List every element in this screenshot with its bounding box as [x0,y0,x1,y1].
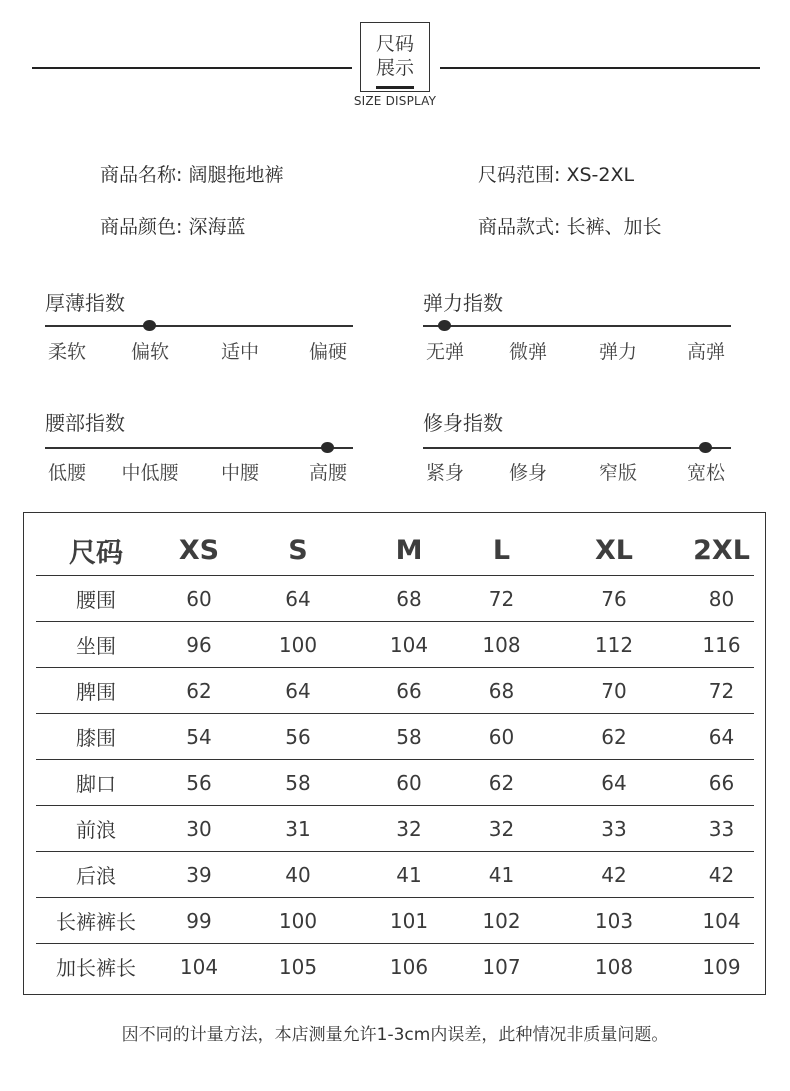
index-option-label: 窄版 [598,462,638,484]
table-row [36,944,754,990]
measurement-value: 70 [539,668,689,714]
table-row [36,576,754,622]
measurement-value: 116 [689,622,754,668]
table-row [36,898,754,944]
measurement-value: 105 [278,954,318,979]
measurement-value: 56 [156,760,242,806]
measurement-value: 101 [354,898,464,944]
size-column-header: S [242,525,354,576]
measurement-value: 64 [539,760,689,806]
index-title: 弹力指数 [423,291,503,315]
measurement-value: 72 [464,576,539,622]
product-color-value: 深海蓝 [188,216,246,238]
measurement-value: 106 [389,954,429,979]
measurement-value: 64 [242,668,354,714]
header-right-rule [440,67,760,69]
product-name-label: 商品名称: [100,164,183,186]
size-table-frame [23,512,766,995]
measurement-value: 54 [156,714,242,760]
product-name-info [100,160,283,187]
index-option-label: 偏硬 [308,341,348,363]
measurement-value: 40 [242,852,354,898]
measurement-value: 102 [464,898,539,944]
index-marker-dot [321,442,334,453]
measurement-value: 104 [354,622,464,668]
table-row [36,668,754,714]
measurement-label: 加长裤长 [56,956,136,980]
size-column-header: L [464,525,539,576]
table-row [36,714,754,760]
index-scale-line [45,447,353,449]
measurement-value: 104 [689,898,754,944]
size-table [36,525,754,989]
index-option-label: 无弹 [425,341,465,363]
section-subtitle: SIZE DISPLAY [353,94,437,108]
measurement-value: 41 [464,852,539,898]
index-option-label: 偏软 [130,341,170,363]
measurement-label: 坐围 [36,622,156,668]
size-column-header: XS [156,525,242,576]
size-range-value: XS-2XL [566,164,635,186]
measurement-value: 68 [464,668,539,714]
product-color-info [100,212,245,239]
measurement-value: 66 [689,760,754,806]
measurement-value: 72 [689,668,754,714]
measurement-value: 66 [354,668,464,714]
measurement-value: 100 [242,622,354,668]
table-row [36,806,754,852]
header-left-rule [32,67,352,69]
index-title: 腰部指数 [45,411,125,435]
measurement-value: 42 [539,852,689,898]
measurement-value: 99 [156,898,242,944]
index-option-label: 高弹 [686,341,726,363]
measurement-value: 103 [539,898,689,944]
section-title-line1: 尺码 [375,33,414,55]
size-column-header: M [354,525,464,576]
product-color-label: 商品颜色: [100,216,183,238]
size-corner-label: 尺码 [36,525,156,576]
index-option-label: 弹力 [598,341,638,363]
section-title-box [360,22,430,92]
measurement-value: 76 [539,576,689,622]
measurement-value: 62 [464,760,539,806]
measurement-label: 腰围 [36,576,156,622]
measurement-value: 64 [242,576,354,622]
index-scale-line [423,325,731,327]
measurement-value: 108 [464,622,539,668]
product-style-value: 长裤、加长 [566,216,662,238]
measurement-value: 31 [242,806,354,852]
index-option-label: 宽松 [686,462,726,484]
measurement-value: 33 [689,806,754,852]
measurement-value: 32 [464,806,539,852]
measurement-value: 56 [242,714,354,760]
table-row [36,852,754,898]
measurement-value: 109 [702,954,741,979]
measurement-value: 58 [242,760,354,806]
index-option-label: 紧身 [425,462,465,484]
measurement-value: 68 [354,576,464,622]
measurement-label: 后浪 [36,852,156,898]
size-table-header-row [36,525,754,576]
index-option-label: 微弹 [508,341,548,363]
index-scale-line [45,325,353,327]
measurement-value: 104 [179,954,219,979]
index-marker-dot [143,320,156,331]
index-option-label: 高腰 [308,462,348,484]
size-column-header: 2XL [689,525,754,576]
title-underline [376,86,414,89]
index-marker-dot [699,442,712,453]
measurement-value: 107 [482,954,521,979]
index-option-label: 适中 [220,341,260,363]
measurement-value: 41 [354,852,464,898]
index-title: 修身指数 [423,411,503,435]
measurement-label: 脚口 [36,760,156,806]
measurement-value: 39 [156,852,242,898]
measurement-value: 42 [689,852,754,898]
measurement-value: 30 [156,806,242,852]
measurement-value: 32 [354,806,464,852]
size-range-info [478,160,634,187]
measurement-value: 96 [156,622,242,668]
measurement-value: 58 [354,714,464,760]
index-marker-dot [438,320,451,331]
measurement-value: 62 [539,714,689,760]
measurement-value: 100 [242,898,354,944]
table-row [36,622,754,668]
product-style-info [478,212,661,239]
size-range-label: 尺码范围: [478,164,561,186]
measurement-value: 80 [689,576,754,622]
measurement-value: 108 [594,954,634,979]
index-option-label: 中低腰 [121,462,179,484]
index-option-label: 修身 [508,462,548,484]
measurement-value: 60 [464,714,539,760]
product-style-label: 商品款式: [478,216,561,238]
measurement-value: 60 [354,760,464,806]
index-option-label: 低腰 [47,462,87,484]
measurement-label: 膝围 [36,714,156,760]
index-option-label: 柔软 [47,341,87,363]
index-option-label: 中腰 [220,462,260,484]
measurement-label: 脾围 [36,668,156,714]
product-name-value: 阔腿拖地裤 [188,164,284,186]
measurement-value: 64 [689,714,754,760]
measurement-value: 62 [156,668,242,714]
measurement-label: 前浪 [36,806,156,852]
measurement-value: 33 [539,806,689,852]
measurement-value: 60 [156,576,242,622]
index-scale-line [423,447,731,449]
measurement-label: 长裤裤长 [36,898,156,944]
size-column-header: XL [539,525,689,576]
measurement-note: 因不同的计量方法，本店测量允许1-3cm内误差，此种情况非质量问题。 [121,1025,669,1045]
table-row [36,760,754,806]
index-title: 厚薄指数 [45,291,125,315]
measurement-value: 112 [539,622,689,668]
section-title-line2: 展示 [375,57,414,79]
